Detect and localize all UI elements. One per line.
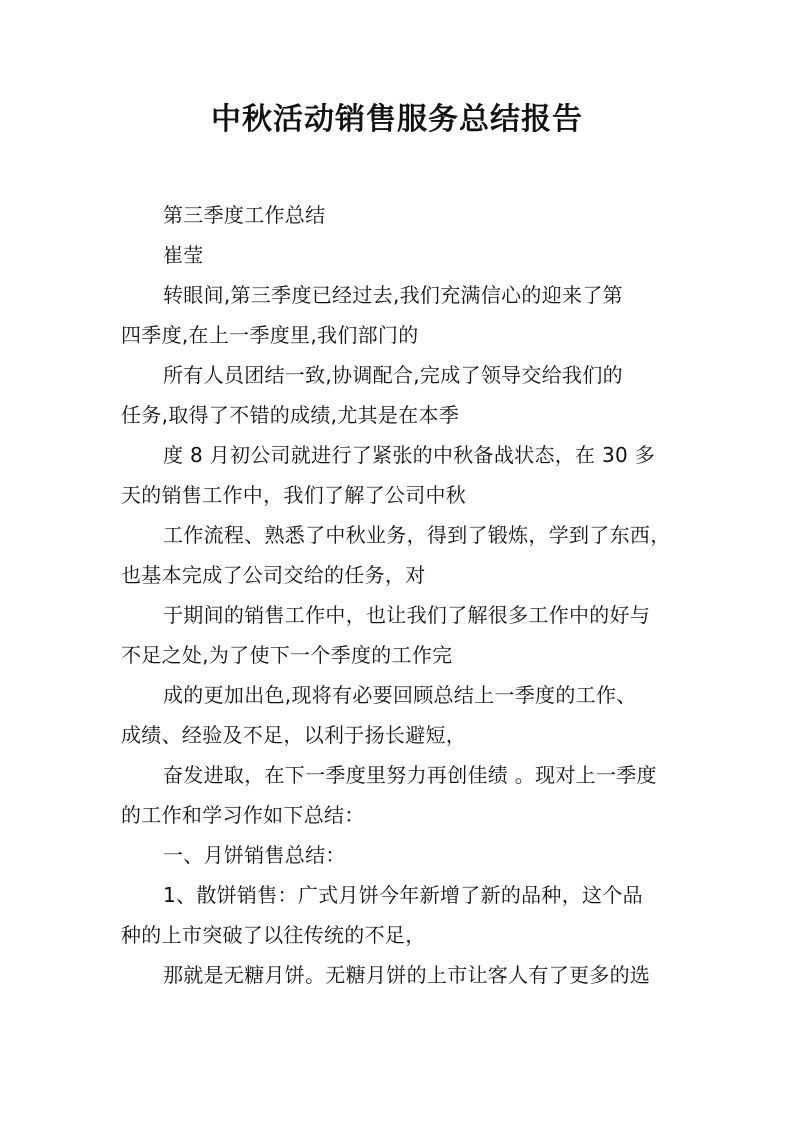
subsection-heading — [121, 835, 677, 875]
paragraph — [121, 435, 677, 515]
paragraph — [121, 875, 677, 955]
paragraph-line: 所有人员团结一致,协调配合,完成了领导交给我们的 — [163, 363, 623, 387]
paragraph-line: 天的销售工作中，我们了解了公司中秋 — [121, 483, 467, 507]
paragraph — [121, 275, 677, 355]
paragraph — [121, 675, 677, 755]
paragraph — [121, 955, 677, 995]
paragraph-line: 也基本完成了公司交给的任务，对 — [121, 563, 426, 587]
paragraph — [121, 595, 677, 675]
paragraph-line: 奋发进取，在下一季度里努力再创佳绩 。现对上一季度 — [163, 763, 657, 787]
paragraph-line: 一、月饼销售总结： — [163, 843, 346, 867]
paragraph-line: 任务,取得了不错的成绩,尤其是在本季 — [121, 403, 460, 427]
paragraph-line: 成的更加出色,现将有必要回顾总结上一季度的工作、 — [163, 683, 637, 707]
paragraph-line: 1、散饼销售：广式月饼今年新增了新的品种，这个品 — [163, 883, 643, 907]
document-body — [121, 195, 677, 995]
author-name: 崔莹 — [163, 243, 204, 267]
paragraph — [121, 755, 677, 835]
paragraph-line: 那就是无糖月饼。无糖月饼的上市让客人有了更多的选 — [163, 963, 651, 987]
paragraph-line: 工作流程、熟悉了中秋业务，得到了锻炼，学到了东西， — [163, 523, 671, 547]
document-title: 中秋活动销售服务总结报告 — [211, 102, 583, 137]
paragraph-line: 于期间的销售工作中，也让我们了解很多工作中的好与 — [163, 603, 651, 627]
paragraph-line: 度 8 月初公司就进行了紧张的中秋备战状态，在 30 多 — [163, 443, 656, 467]
paragraph-line: 四季度,在上一季度里,我们部门的 — [121, 323, 419, 347]
paragraph-line: 种的上市突破了以往传统的不足， — [121, 923, 426, 947]
paragraph — [121, 515, 677, 595]
paragraph-line: 不足之处,为了使下一个季度的工作完 — [121, 643, 453, 667]
paragraph — [121, 355, 677, 435]
paragraph-line: 成绩、经验及不足，以利于扬长避短， — [121, 723, 467, 747]
paragraph-line: 的工作和学习作如下总结： — [121, 803, 365, 827]
paragraph-line: 转眼间,第三季度已经过去,我们充满信心的迎来了第 — [163, 283, 623, 307]
section-heading: 第三季度工作总结 — [163, 203, 326, 227]
